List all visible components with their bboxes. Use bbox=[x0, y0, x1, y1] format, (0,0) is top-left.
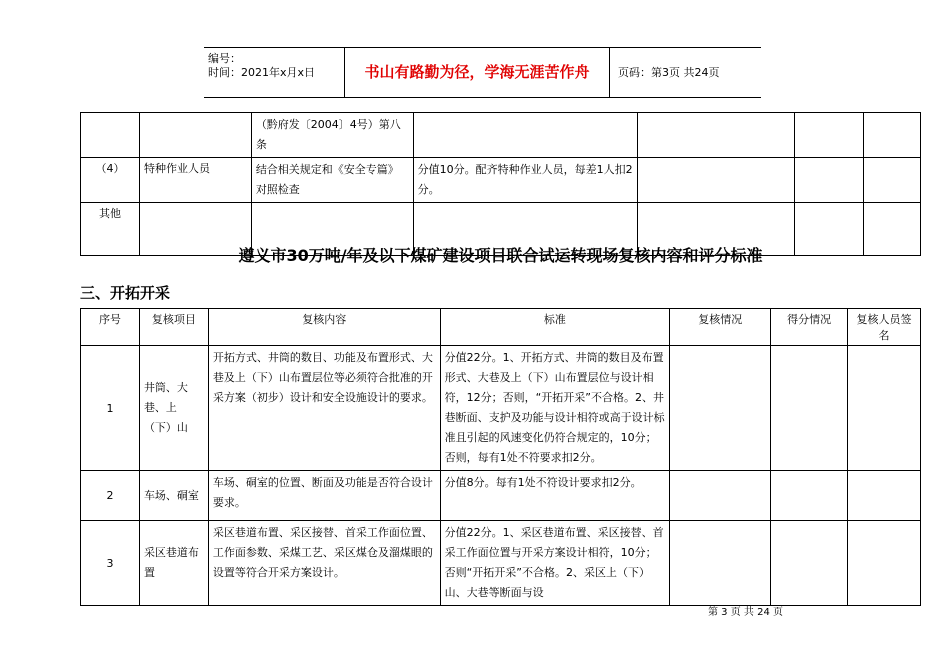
cell-no bbox=[81, 113, 140, 158]
table-row bbox=[81, 521, 921, 606]
cell-content: 采区巷道布置、采区接替、首采工作面位置、工作面参数、采煤工艺、采区煤仓及溜煤眼的设置等符合开采方案设计。 bbox=[208, 521, 440, 606]
cell-standard: 分值22分。1、开拓方式、井筒的数目及布置形式、大巷及上（下）山布置层位与设计相符，12分；否则，“开拓开采”不合格。2、井巷断面、支护及功能与设计相符或高于设计标准且引起的风速变化仍符合规定的，10分；否则，每有1处不符要求扣2分。 bbox=[440, 346, 670, 471]
cell-standard bbox=[413, 113, 638, 158]
page-footer: 第 3 页 共 24 页 bbox=[708, 607, 783, 618]
header-standard: 标准 bbox=[440, 309, 670, 346]
time-label: 时间：2021年x月x日 bbox=[208, 66, 316, 79]
document-title: 遵义市30万吨/年及以下煤矿建设项目联合试运转现场复核内容和评分标准 bbox=[238, 246, 763, 265]
cell-no: （4） bbox=[81, 158, 140, 203]
main-table bbox=[80, 308, 921, 606]
cell-content: （黔府发〔2004〕4号）第八条 bbox=[251, 113, 413, 158]
header-content: 复核内容 bbox=[208, 309, 440, 346]
table-row bbox=[81, 158, 921, 203]
cell-check bbox=[670, 521, 771, 606]
header-no: 序号 bbox=[81, 309, 140, 346]
cell-score bbox=[795, 158, 864, 203]
cell-score bbox=[771, 471, 848, 521]
number-label: 编号： bbox=[208, 52, 241, 65]
header-page: 页码：第3页 共24页 bbox=[618, 66, 720, 79]
cell-no: 2 bbox=[81, 471, 140, 521]
cell-check bbox=[638, 158, 795, 203]
cell-item: 井筒、大巷、上（下）山 bbox=[139, 346, 208, 471]
cell-standard: 分值10分。配齐特种作业人员，每差1人扣2分。 bbox=[413, 158, 638, 203]
cell-content: 结合相关规定和《安全专篇》对照检查 bbox=[251, 158, 413, 203]
cell-standard: 分值22分。1、采区巷道布置、采区接替、首采工作面位置与开采方案设计相符，10分；否则“开拓开采”不合格。2、采区上（下）山、大巷等断面与设 bbox=[440, 521, 670, 606]
cell-score bbox=[771, 346, 848, 471]
table-row bbox=[81, 471, 921, 521]
header-check: 复核情况 bbox=[670, 309, 771, 346]
cell-item: 特种作业人员 bbox=[139, 158, 251, 203]
cell-no: 其他 bbox=[81, 203, 140, 256]
cell-content: 开拓方式、井筒的数目、功能及布置形式、大巷及上（下）山布置层位等必须符合批准的开采方案（初步）设计和安全设施设计的要求。 bbox=[208, 346, 440, 471]
cell-item: 车场、硐室 bbox=[139, 471, 208, 521]
cell-score bbox=[771, 521, 848, 606]
header-left bbox=[204, 48, 343, 97]
cell-check bbox=[670, 471, 771, 521]
cell-item bbox=[139, 113, 251, 158]
cell-sign bbox=[864, 158, 921, 203]
cell-sign bbox=[848, 471, 921, 521]
page-header bbox=[204, 47, 761, 98]
table-row bbox=[81, 113, 921, 158]
cell-standard: 分值8分。每有1处不符设计要求扣2分。 bbox=[440, 471, 670, 521]
cell-no: 3 bbox=[81, 521, 140, 606]
header-score: 得分情况 bbox=[771, 309, 848, 346]
cell-score bbox=[795, 113, 864, 158]
cell-check bbox=[670, 346, 771, 471]
cell-check bbox=[638, 113, 795, 158]
header-item: 复核项目 bbox=[139, 309, 208, 346]
top-table bbox=[80, 112, 921, 256]
section-title: 三、开拓开采 bbox=[80, 284, 171, 302]
cell-item: 采区巷道布置 bbox=[139, 521, 208, 606]
cell-content: 车场、硐室的位置、断面及功能是否符合设计要求。 bbox=[208, 471, 440, 521]
header-slogan: 书山有路勤为径，学海无涯苦作舟 bbox=[344, 48, 610, 97]
table-row bbox=[81, 346, 921, 471]
cell-no: 1 bbox=[81, 346, 140, 471]
cell-sign bbox=[864, 113, 921, 158]
cell-sign bbox=[848, 346, 921, 471]
header-sign: 复核人员签名 bbox=[848, 309, 921, 346]
table-header-row bbox=[81, 309, 921, 346]
cell-sign bbox=[848, 521, 921, 606]
